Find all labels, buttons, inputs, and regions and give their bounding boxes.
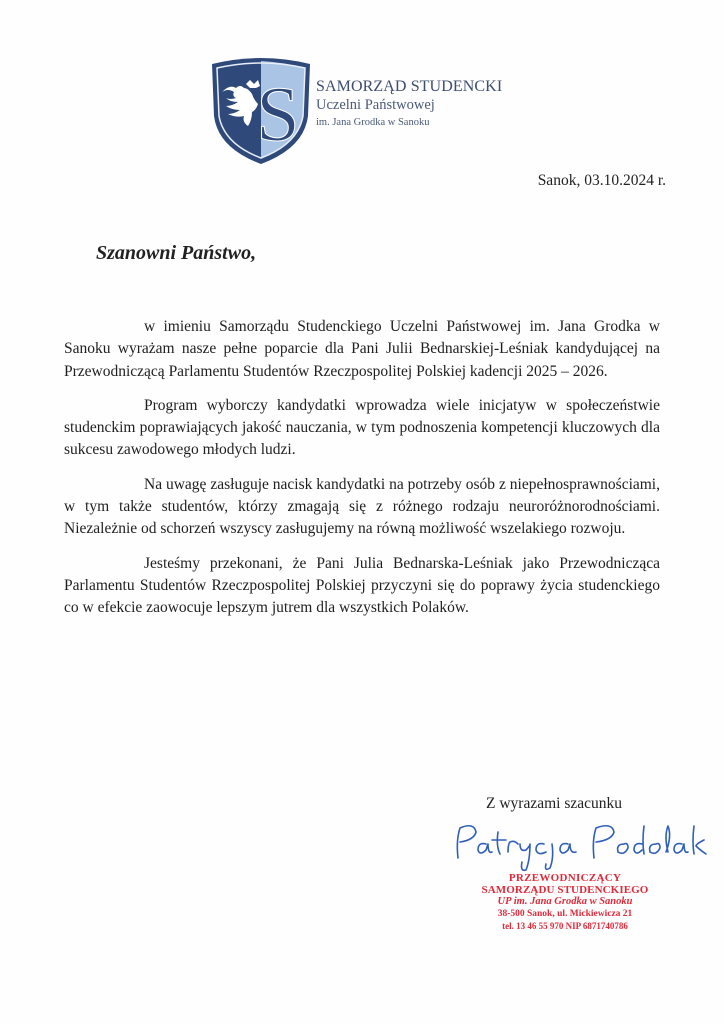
shield-logo-icon [208,54,314,166]
org-name-line3: im. Jana Grodka w Sanoku [316,117,430,128]
closing-phrase: Z wyrazami szacunku [486,795,622,812]
org-name [316,78,502,131]
salutation: Szanowni Państwo, [96,242,257,264]
handwritten-signature [448,818,708,874]
official-stamp [480,872,650,932]
body-paragraph: Na uwagę zasługuje nacisk kandydatki na potrzeby osób z niepełnosprawnościami, w tym także studentów, którzy zmagają się z różnego rodzaju neuroróżnorodnościami. Niezależnie od schorzeń wszyscy zasługujemy na równą możliwość wszelakiego rozwoju. [64,475,660,538]
org-name-line2: Uczelni Państwowej [316,97,435,113]
stamp-line2: SAMORZĄDU STUDENCKIEGO [481,884,649,896]
body-paragraph: w imieniu Samorządu Studenckiego Uczelni Państwowej im. Jana Grodka w Sanoku wyrażam nasze pełne poparcie dla Pani Julii Bednarskiej-Leśniak kandydującej na Przewodniczącą Parlamentu Studentów Rzeczpospolitej Polskiej kadencji 2025 – 2026. [64,318,660,380]
org-name-line1: SAMORZĄD STUDENCKI [316,78,503,95]
svg-text:S: S [256,70,300,157]
letter-body [64,316,660,632]
stamp-line4: 38-500 Sanok, ul. Mickiewicza 21 [497,909,633,919]
date-line: Sanok, 03.10.2024 r. [537,172,666,189]
stamp-line3: UP im. Jana Grodka w Sanoku [497,896,633,907]
stamp-line1: PRZEWODNICZĄCY [508,872,622,884]
body-paragraph: Program wyborczy kandydatki wprowadza wiele inicjatyw w społeczeństwie studenckim poprawiających jakość nauczania, w tym podnoszenia kompetencji kluczowych dla sukcesu zawodowego młodych ludzi. [64,396,660,459]
body-paragraph: Jesteśmy przekonani, że Pani Julia Bednarska-Leśniak jako Przewodnicząca Parlamentu Studentów Rzeczpospolitej Polskiej przyczyni się do poprawy życia studenckiego co w efekcie zaowocuje lepszym jutrem dla wszystkich Polaków. [64,554,660,617]
stamp-line5: tel. 13 46 55 970 NIP 6871740786 [502,921,628,931]
letterhead [208,54,503,164]
